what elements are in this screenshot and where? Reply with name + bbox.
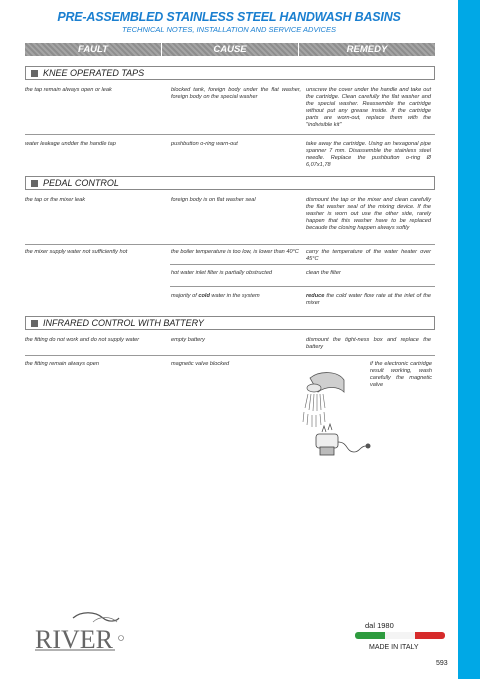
fault-cell: the fitting do not work and do not supply water (25, 337, 140, 343)
column-header-fault: FAULT (25, 43, 161, 56)
row-divider (170, 286, 435, 287)
row-divider (25, 134, 435, 135)
square-bullet-icon (31, 180, 38, 187)
fault-cell: the tap or the mixer leak (25, 197, 86, 203)
cause-cell: pushbutton o-ring warn-out (171, 141, 238, 147)
table-header (25, 43, 435, 56)
side-color-bar (458, 0, 480, 679)
page-number: 593 (436, 660, 448, 667)
section-label: PEDAL CONTROL (43, 178, 119, 188)
page-subtitle: TECHNICAL NOTES, INSTALLATION AND SERVICE ADVICES (122, 25, 336, 34)
remedy-cell: carry the temperature of the water heater over 45°C (306, 249, 431, 262)
section-label: KNEE OPERATED TAPS (43, 68, 145, 78)
fault-cell: water leakage undder the handle tap (25, 141, 116, 147)
remedy-cell: unscrew the cover under the handle and take out the cartridge. Clean carefully the flat washer and the special washer. Reassemble the cartridge without put any grease inside. If the cartridge parts are worn-out, replace them with the "indivisible kit" (306, 87, 431, 128)
made-in-italy: MADE IN ITALY (369, 644, 419, 651)
svg-text:RIVER: RIVER (35, 625, 113, 652)
fault-cell: the fitting remain always open (25, 361, 100, 367)
river-logo (33, 612, 128, 652)
cause-cell: majority of cold water in the system (171, 293, 260, 299)
fault-cell: the tap remain always open or leak (25, 87, 112, 93)
remedy-cell: dismount the tight-ness box and replace the battery (306, 337, 431, 350)
magnetic-valve-illustration (300, 372, 380, 467)
column-header-cause: CAUSE (162, 43, 298, 56)
cause-cell: foreign body is on flat washer seal (171, 197, 256, 203)
row-divider (170, 264, 435, 265)
remedy-cell: if the electronic cartridge result working, wash carefully the magnetic valve (370, 361, 432, 388)
cause-cell: empty battery (171, 337, 205, 343)
square-bullet-icon (31, 70, 38, 77)
since-year: dal 1980 (365, 621, 394, 630)
section-knee-operated-taps (25, 66, 435, 80)
remedy-cell: dismount the tap or the mixer and clean carefully the flat washer seal of the mixing device. If the washer is worn out use the other side, rarely happen that this washer have to be replaced becaude the closing happen always softly (306, 197, 431, 231)
flag-white (385, 632, 415, 639)
page-title: PRE-ASSEMBLED STAINLESS STEEL HANDWASH BASINS (57, 10, 401, 24)
square-bullet-icon (31, 320, 38, 327)
cause-cell: hot water inlet filter is partially obstructed (171, 270, 273, 276)
remedy-cell: clean the filter (306, 270, 341, 276)
flag-green (355, 632, 385, 639)
flag-red (415, 632, 445, 639)
section-pedal-control (25, 176, 435, 190)
italian-flag-stripe (355, 632, 445, 639)
cause-cell: the boiler temperature is too low, is lower than 40°C (171, 249, 299, 255)
cause-cell: magnetic valve blocked (171, 361, 230, 367)
column-header-remedy: REMEDY (299, 43, 435, 56)
fault-cell: the mixer supply water not sufficiently hot (25, 249, 128, 255)
row-divider (25, 355, 435, 356)
row-divider (25, 244, 435, 245)
section-label: INFRARED CONTROL WITH BATTERY (43, 318, 204, 328)
remedy-cell: reduce the cold water flow rate at the inlet of the mixer (306, 293, 431, 306)
cause-cell: blocked tank, foreign body under the flat washer, foreign body on the special washer (171, 87, 301, 100)
section-infrared-control (25, 316, 435, 330)
remedy-cell: take away the cartridge. Using an hexagonal pipe spanner 7 mm. Disassemble the stainless steel needle. Replace the pushbutton o-ring Ø 6,07x1,78 (306, 141, 431, 168)
